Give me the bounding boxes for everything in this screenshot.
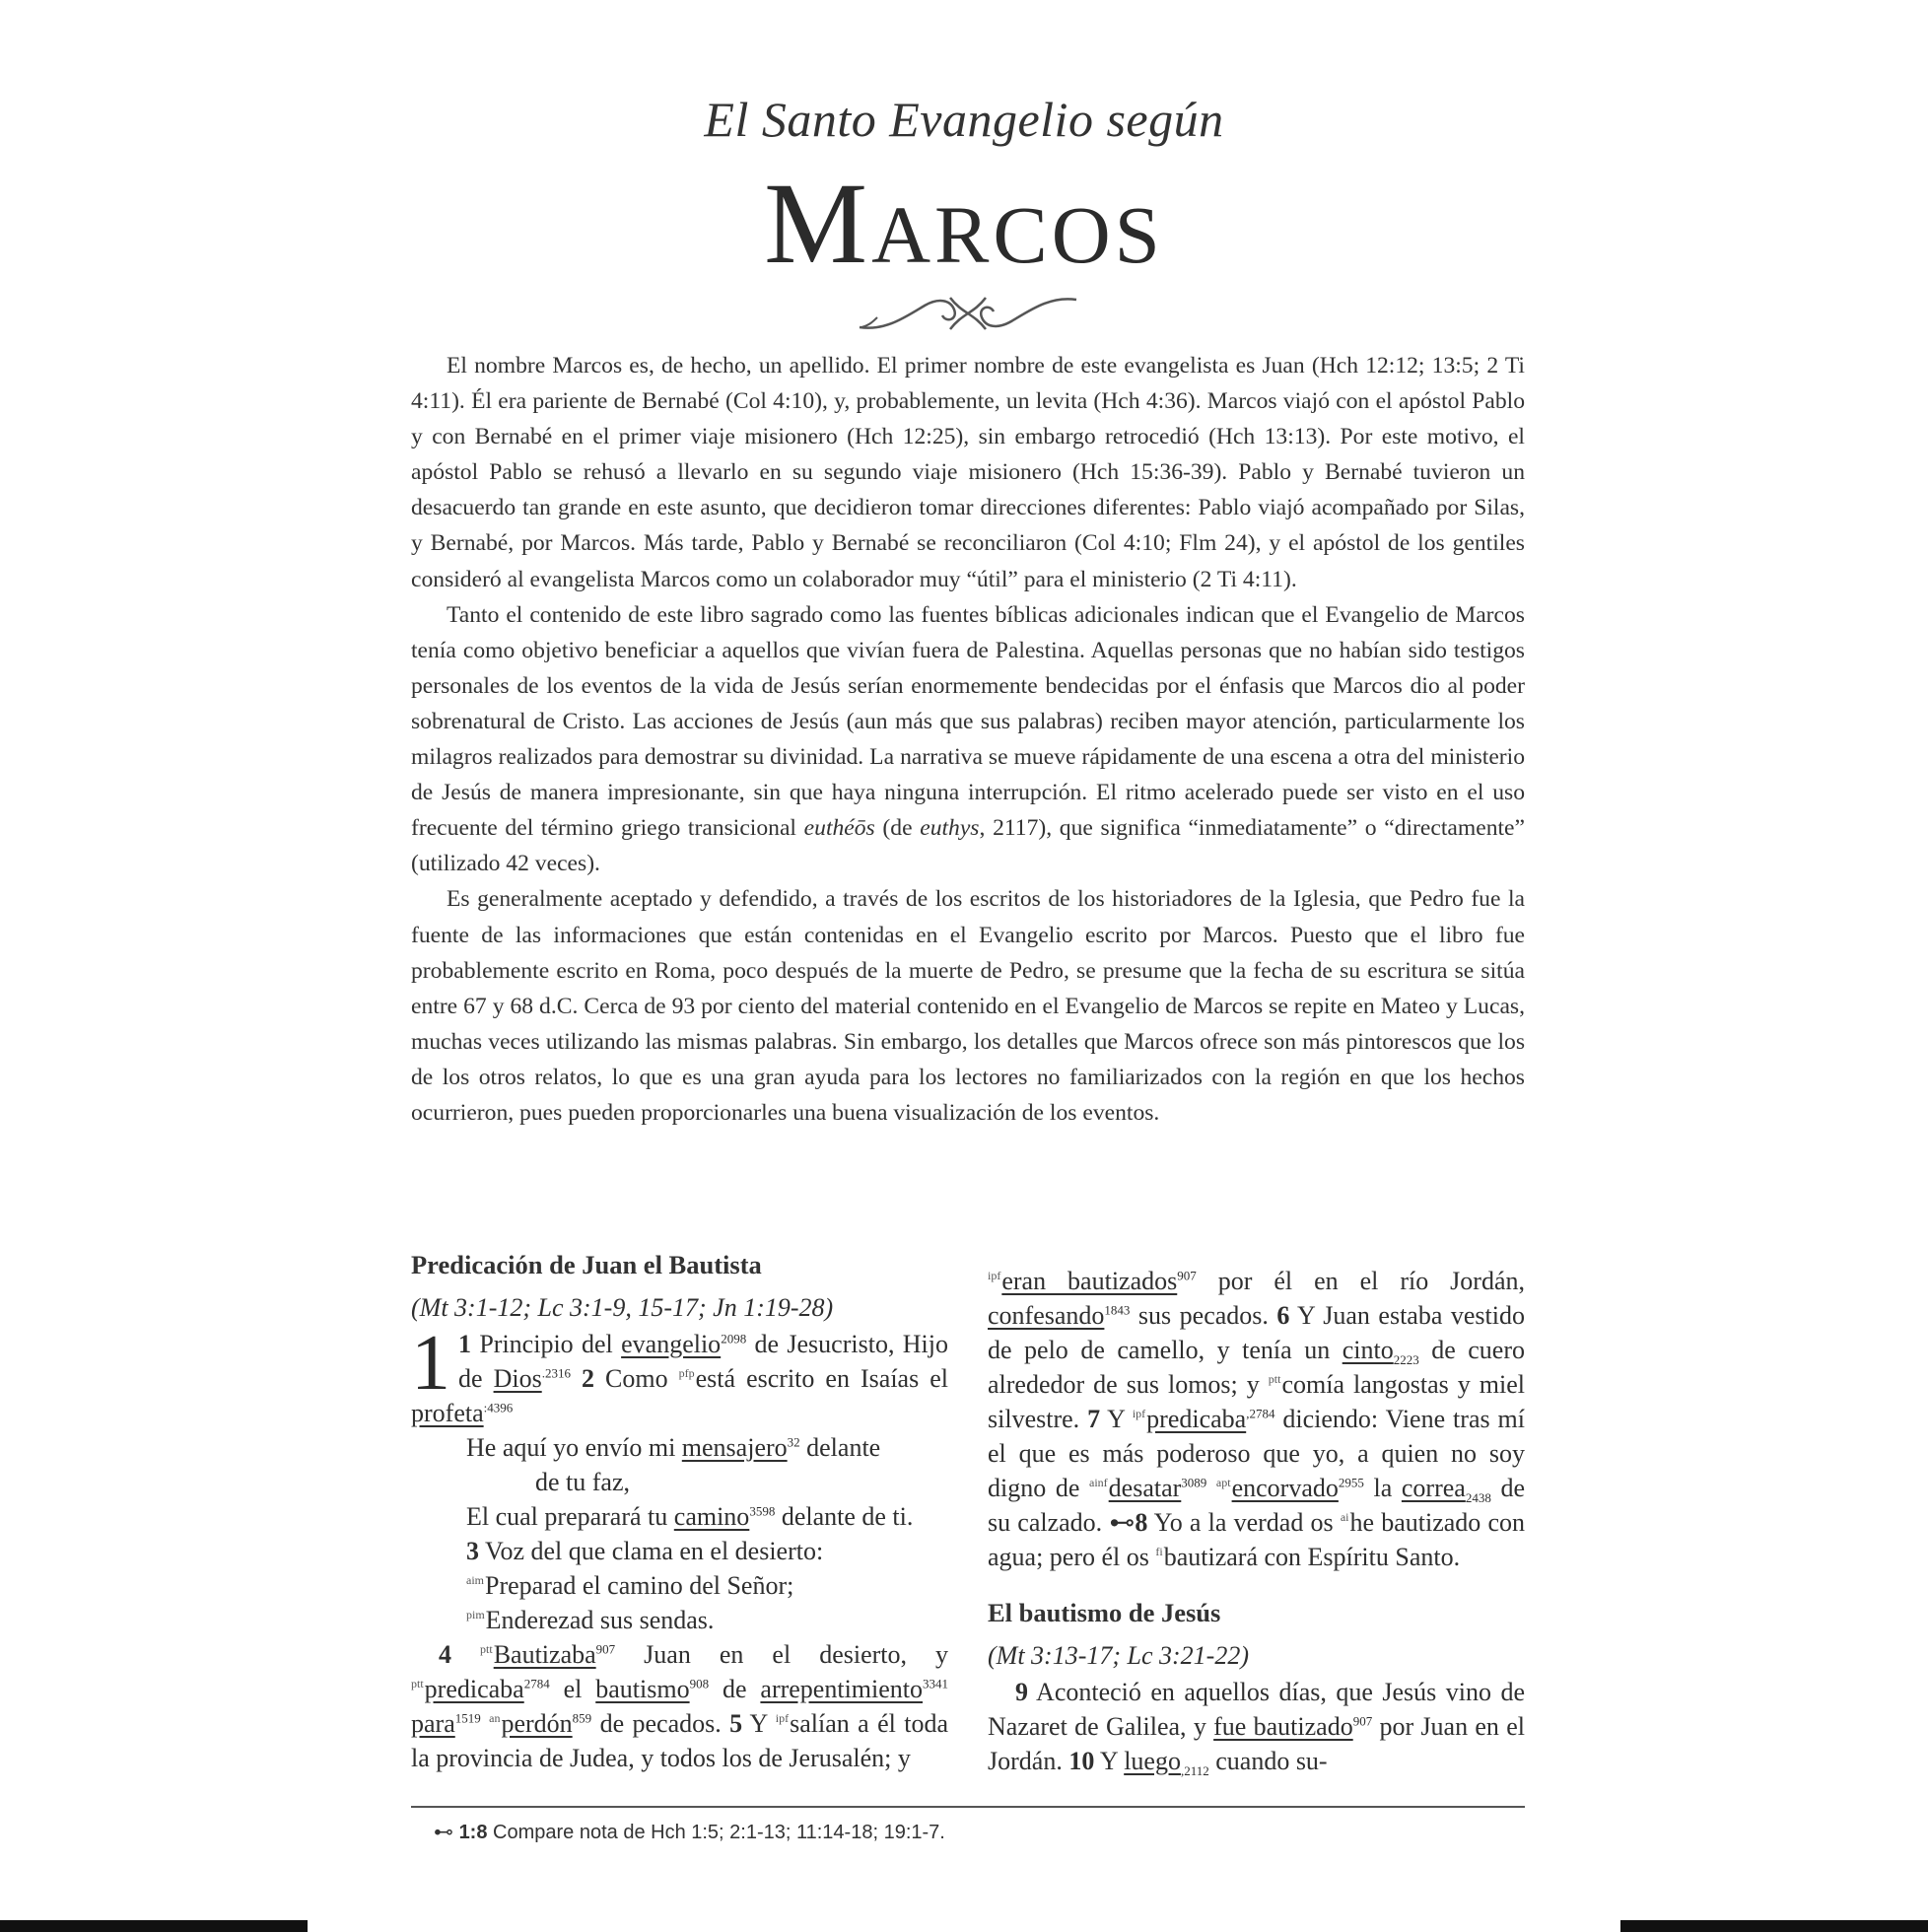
grammar-code: ipf: [1132, 1407, 1146, 1421]
strong-word[interactable]: Bautizaba: [493, 1640, 596, 1669]
verse-number: 6: [1276, 1301, 1290, 1330]
strong-number[interactable]: ,2784: [1246, 1406, 1275, 1421]
intro-text: (de: [874, 815, 921, 842]
greek-term: euthys: [920, 815, 980, 842]
intro-text: , 2117), que significa “inmediatamente” o “directamente” (utilizado 42 veces).: [411, 815, 1525, 877]
scripture-column-left: [411, 1248, 948, 1775]
verse-block: 4 $^{ptt}$Bautizaba$^{907}$ Juan en el desierto, y $^{ptt}$predicaba$^{2784}$ el bautismo$^{908}$ de arrepentimiento$^{3341}$ para$^{1519}$ $^{an}$perdón$^{859}$ de pecados. 5 Y $^{ipf}$salían a él toda la provincia de Judea, y todos los de Jerusalén; y: [411, 1640, 949, 1772]
poetry-line: de tu faz,: [535, 1468, 631, 1496]
verse-text-continues: salían a él toda la provincia de Judea, y todos los de Jerusalén; y: [411, 1709, 948, 1772]
strong-number[interactable]: 32: [787, 1434, 800, 1450]
strong-number[interactable]: 2098: [721, 1331, 747, 1346]
strong-number[interactable]: 2955: [1338, 1475, 1364, 1490]
grammar-code: pim: [466, 1608, 485, 1622]
strong-number[interactable]: 908: [689, 1676, 710, 1691]
footnote: [434, 1820, 945, 1844]
footnote-key-icon: ⊷: [434, 1822, 453, 1843]
verse-number: 8: [1135, 1508, 1148, 1537]
section-heading: El bautismo de Jesús: [988, 1598, 1221, 1627]
book-kicker: El Santo Evangelio según: [704, 92, 1224, 147]
verse-number: 2: [582, 1364, 594, 1393]
strong-word[interactable]: perdón: [501, 1709, 573, 1738]
verse-block: 1 1 Principio del evangelio$^{2098}$ de Jesucristo, Hijo de Dios$^{.2316}$ 2 Como $^{pfp}$está escrito en Isaías el profeta$^{:4396}$: [411, 1320, 949, 1427]
strong-word[interactable]: predicaba: [424, 1675, 524, 1703]
grammar-code: fi: [1155, 1545, 1163, 1559]
strong-word[interactable]: cinto: [1342, 1336, 1394, 1364]
footnote-key-icon[interactable]: ⊷: [1109, 1508, 1136, 1537]
footnote-divider: [411, 1806, 1525, 1808]
intro-paragraph: [411, 597, 1525, 882]
strong-word[interactable]: correa: [1401, 1474, 1466, 1502]
grammar-code: ai: [1340, 1510, 1349, 1525]
poetry-line: $^{aim}$Preparad el camino del Señor;: [466, 1571, 794, 1600]
poetry-line: He aquí yo envío mi mensajero$^{32}$ delante: [466, 1433, 881, 1462]
strong-word[interactable]: luego: [1124, 1747, 1181, 1775]
strong-word[interactable]: evangelio: [621, 1330, 722, 1358]
strong-word[interactable]: confesando: [988, 1301, 1105, 1330]
strong-number[interactable]: 2223: [1393, 1352, 1419, 1368]
strong-word[interactable]: fue bautizado: [1213, 1712, 1353, 1741]
intro-paragraph: El nombre Marcos es, de hecho, un apellido. El primer nombre de este evangelista es Juan (Hch 12:12; 13:5; 2 Ti 4:11). Él era pariente de Bernabé (Col 4:10), y, probablemente, un levita (Hch 4:36). Marcos viajó con el apóstol Pablo y con Bernabé en el primer viaje misionero (Hch 12:25), sin embargo retrocedió (Hch 13:13). Por este motivo, el apóstol Pablo se rehusó a llevarlo en su segundo viaje misionero (Hch 15:36-39). Pablo y Bernabé tuvieron un desacuerdo tan grande en este asunto, que decidieron tomar direcciones diferentes: Pablo viajó acompañado por Silas, y Bernabé, por Marcos. Más tarde, Pablo y Bernabé se reconciliaron (Col 4:10; Flm 24), y el apóstol de los gentiles consideró al evangelista Marcos como un colaborador muy “útil” para el ministerio (2 Ti 4:11).: [411, 353, 1525, 592]
verse-number: 4: [439, 1640, 451, 1669]
strong-word[interactable]: para: [411, 1709, 455, 1738]
strong-word[interactable]: bautismo: [595, 1675, 690, 1703]
verse-number: 5: [729, 1709, 743, 1738]
scan-edge-bar: [1620, 1920, 1928, 1932]
strong-number[interactable]: 907: [595, 1641, 616, 1657]
verse-number: 3: [466, 1537, 479, 1565]
poetry-line: El cual preparará tu camino$^{3598}$ delante de ti.: [466, 1502, 914, 1531]
parallel-references: (Mt 3:13-17; Lc 3:21-22): [988, 1641, 1249, 1670]
grammar-code: apt: [1215, 1476, 1231, 1490]
strong-number[interactable]: 3089: [1181, 1475, 1207, 1490]
strong-word[interactable]: eran bautizados: [1001, 1267, 1178, 1295]
strong-word[interactable]: encorvado: [1231, 1474, 1339, 1502]
grammar-code: aim: [466, 1573, 484, 1588]
poetry-line: $^{pim}$Enderezad sus sendas.: [466, 1606, 715, 1634]
strong-number[interactable]: 907: [1352, 1713, 1373, 1729]
strong-word[interactable]: desatar: [1108, 1474, 1182, 1502]
strong-number[interactable]: :4396: [483, 1400, 514, 1415]
scripture-column-right: [988, 1264, 1525, 1778]
strong-number[interactable]: 859: [572, 1710, 592, 1726]
strong-number[interactable]: ,2112: [1180, 1763, 1209, 1779]
flourish-ornament-icon: [856, 288, 1080, 339]
strong-word[interactable]: predicaba: [1146, 1405, 1247, 1433]
strong-number[interactable]: .2316: [541, 1365, 571, 1381]
strong-number[interactable]: 3341: [923, 1676, 949, 1691]
strong-number[interactable]: 1843: [1104, 1302, 1131, 1318]
grammar-code: an: [489, 1711, 501, 1726]
verse-number: 1: [458, 1330, 471, 1358]
strong-word[interactable]: camino: [673, 1502, 750, 1531]
grammar-code: ipf: [988, 1269, 1001, 1283]
grammar-code: ptt: [1268, 1372, 1281, 1387]
parallel-references: (Mt 3:1-12; Lc 3:1-9, 15-17; Jn 1:19-28): [411, 1293, 834, 1322]
grammar-code: ipf: [775, 1711, 790, 1726]
book-title: Marcos: [764, 159, 1164, 288]
grammar-code: ptt: [480, 1642, 493, 1657]
strong-number[interactable]: 2438: [1465, 1490, 1491, 1506]
strong-number[interactable]: 1519: [454, 1710, 481, 1726]
chapter-number: 1: [411, 1320, 450, 1407]
strong-number[interactable]: 2784: [523, 1676, 550, 1691]
greek-term: euthéōs: [803, 815, 875, 842]
grammar-code: ainf: [1089, 1476, 1108, 1490]
strong-word[interactable]: profeta: [411, 1399, 484, 1427]
grammar-code: ptt: [411, 1677, 424, 1691]
book-introduction: [411, 348, 1525, 1131]
intro-paragraph: Es generalmente aceptado y defendido, a través de los escritos de los historiadores de la Iglesia, que Pedro fue la fuente de las informaciones que están contenidas en el Evangelio escrito por Marcos. Puesto que el libro fue probablemente escrito en Roma, poco después de la muerte de Pedro, se presume que la fecha de su escritura se sitúa entre 67 y 68 d.C. Cerca de 93 por ciento del material contenido en el Evangelio de Marcos se repite en Mateo y Lucas, muchas veces utilizando las mismas palabras. Sin embargo, los detalles que Marcos ofrece son más pintorescos que los de los otros relatos, lo que es una gran ayuda para los lectores no familiarizados con la región en que los hechos ocurrieron, pues pueden proporcionarles una buena visualización de los eventos.: [411, 886, 1525, 1126]
verse-block: $^{ipf}$eran bautizados$^{907}$ por él en el río Jordán, confesando$^{1843}$ sus pecados. 6 Y Juan estaba vestido de pelo de camello, y tenía un cinto$_{2223}$ de cuero alrededor de sus lomos; y $^{ptt}$comía langostas y miel silvestre. 7 Y $^{ipf}$predicaba$^{,2784}$ diciendo: Viene tras mí el que es más poderoso que yo, a quien no soy digno de $^{ainf}$desatar$^{3089}$ $^{apt}$encorvado$^{2955}$ la correa$_{2438}$ de su calzado. ⊷8 Yo a la verdad os $^{ai}$he bautizado con agua; pero él os $^{fi}$bautizará con Espíritu Santo.: [988, 1267, 1525, 1571]
intro-text: Tanto el contenido de este libro sagrado como las fuentes bíblicas adicionales indican que el Evangelio de Marcos tenía como objetivo beneficiar a aquellos que vivían fuera de Palestina. Aquellas personas que no habían sido testigos personales de los eventos de la vida de Jesús serían enormemente bendecidas por el énfasis que Marcos dio al poder sobrenatural de Cristo. Las acciones de Jesús (aun más que sus palabras) reciben mayor atención, particularmente los milagros realizados para demostrar su divinidad. La narrativa se mueve rápidamente de una escena a otra del ministerio de Jesús de manera impresionante, sin que haya ninguna interrupción. El ritmo acelerado puede ser visto en el uso frecuente del término griego transicional: [411, 601, 1525, 842]
strong-word[interactable]: Dios: [493, 1364, 542, 1393]
verse-number: 7: [1087, 1405, 1101, 1433]
verse-block: 9 Aconteció en aquellos días, que Jesús vino de Nazaret de Galilea, y fue bautizado$^{907}$ por Juan en el Jordán. 10 Y luego$_{,2112}$ cuando su-: [988, 1678, 1525, 1779]
footnote-text: Compare nota de Hch 1:5; 2:1-13; 11:14-18; 19:1-7.: [487, 1822, 945, 1843]
strong-number[interactable]: 907: [1177, 1268, 1197, 1283]
grammar-code: pfp: [678, 1366, 695, 1381]
verse-number: 10: [1068, 1747, 1095, 1775]
scan-edge-bar: [0, 1920, 308, 1932]
strong-number[interactable]: 3598: [749, 1503, 776, 1519]
strong-word[interactable]: arrepentimiento: [760, 1675, 924, 1703]
poetry-line: 3 Voz del que clama en el desierto:: [466, 1537, 824, 1565]
verse-number: 9: [1015, 1678, 1028, 1706]
section-heading: Predicación de Juan el Bautista: [411, 1250, 762, 1279]
footnote-reference: 1:8: [458, 1822, 488, 1843]
strong-word[interactable]: mensajero: [681, 1433, 788, 1462]
